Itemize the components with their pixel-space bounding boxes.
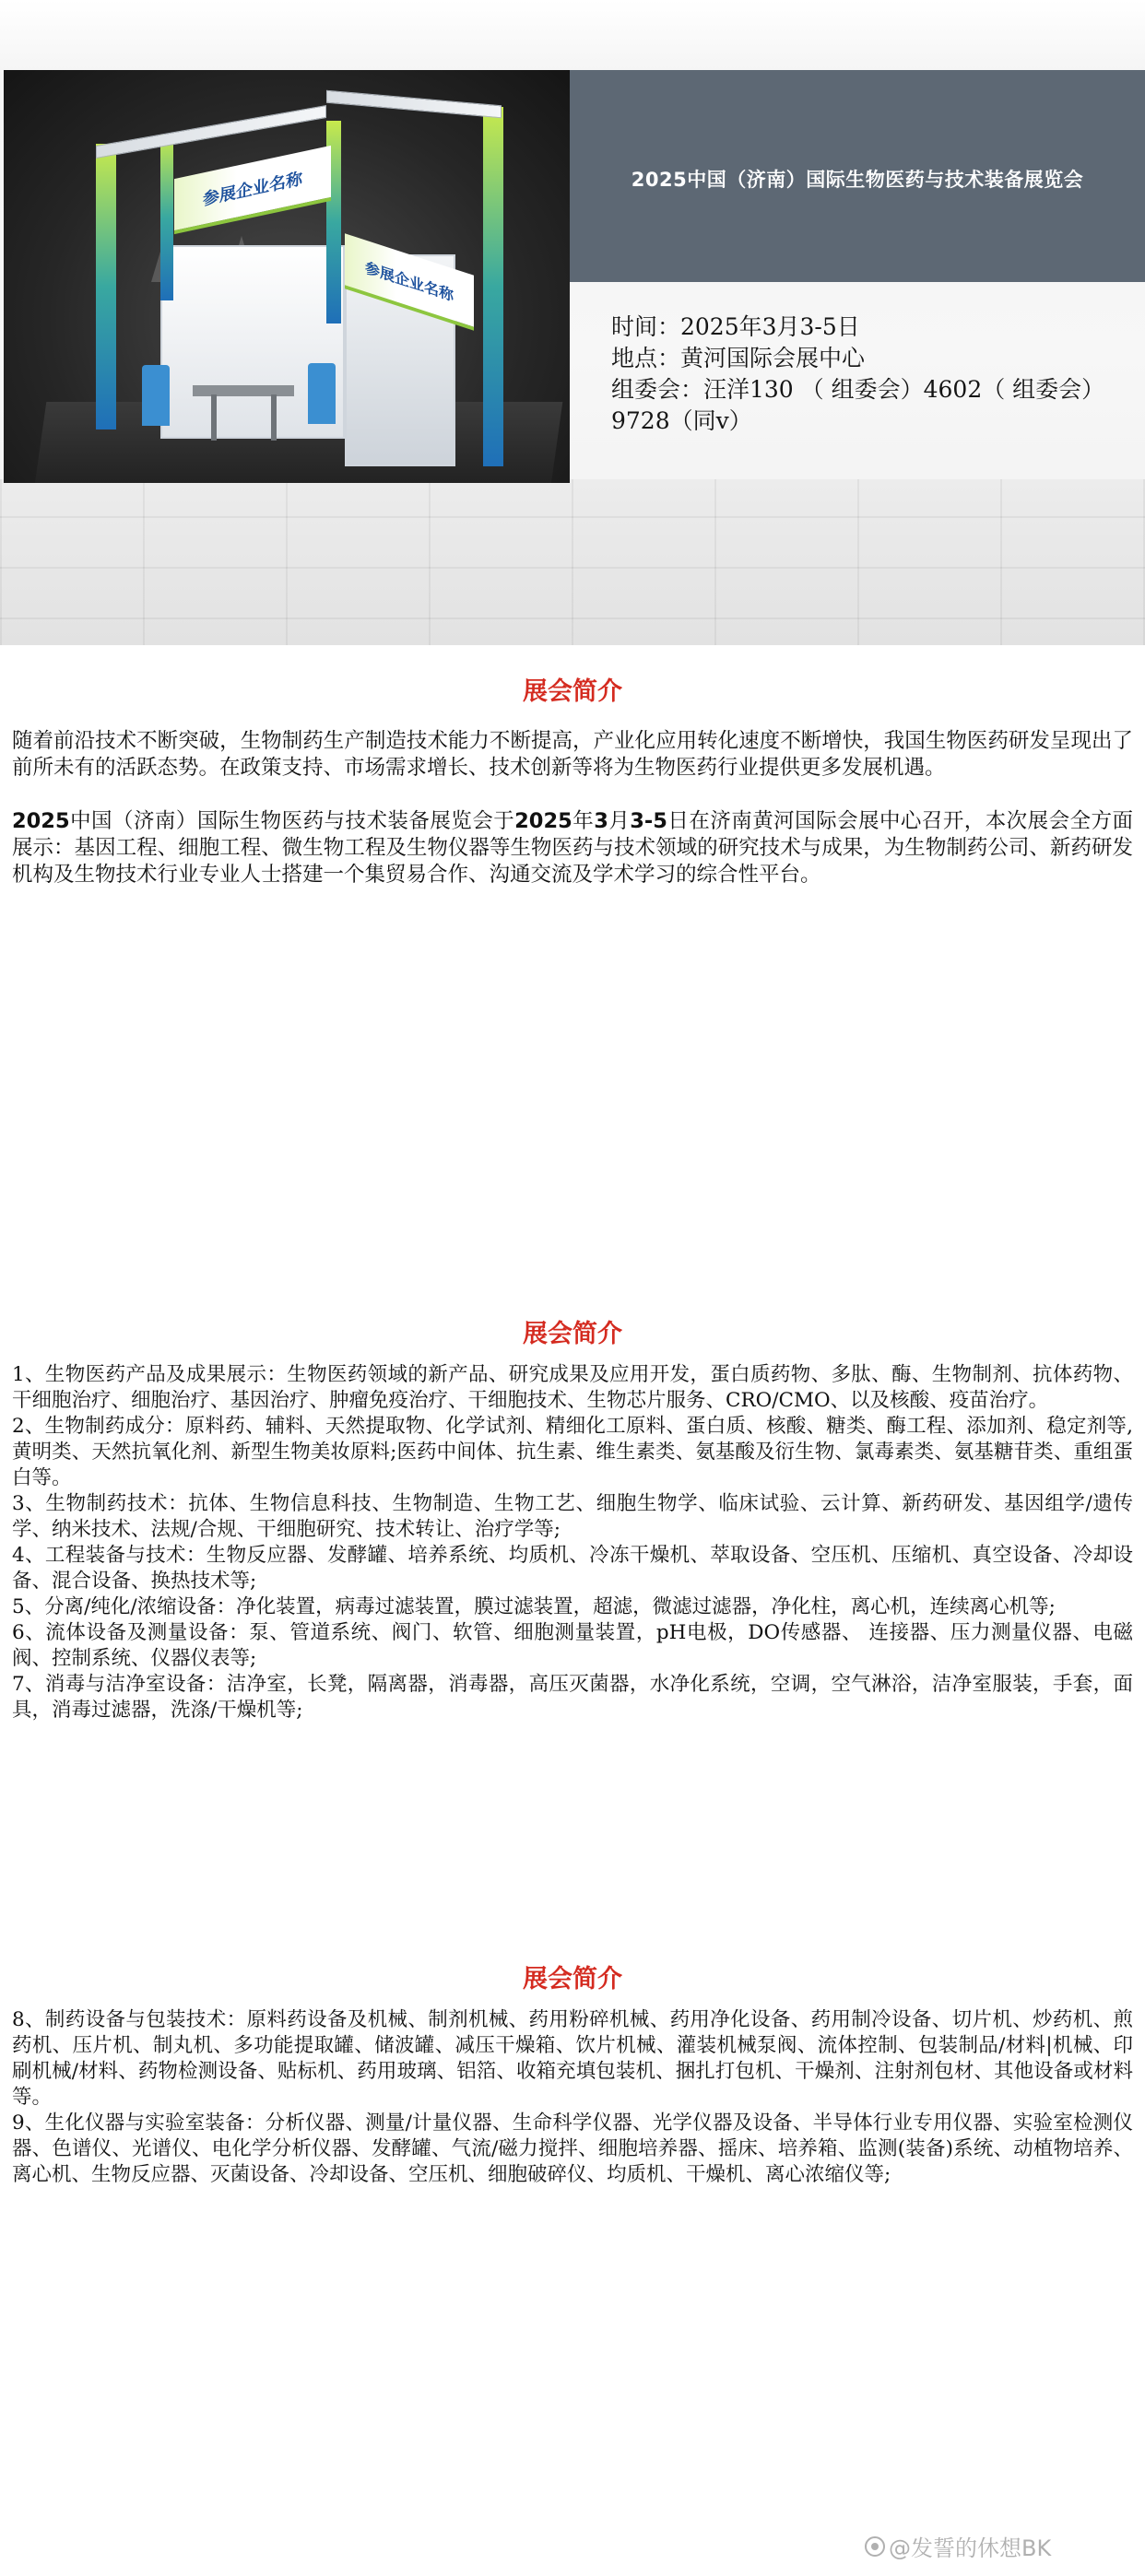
event-committee: 组委会：汪洋130 （ 组委会）4602（ 组委会）9728（同v） [611,376,1105,434]
list-item: 5、分离/纯化/浓缩设备：净化装置，病毒过滤装置，膜过滤装置，超滤，微滤过滤器，净化柱，离心机，连续离心机等; [12,1595,1056,1618]
exhibit-scope-list-1 [12,1362,1133,1723]
list-item: 2、生物制药成分：原料药、辅料、天然提取物、化学试剂、精细化工原料、蛋白质、核酸、糖类、酶工程、添加剂、稳定剂等,黄明类、天然抗氧化剂、新型生物美妆原料;医药中间体、抗生素、维生素类、氨基酸及衍生物、氯毒素类、氨基糖苷类、重组蛋白等。 [12,1415,1133,1489]
list-item: 8、制药设备与包装技术：原料药设备及机械、制剂机械、药用粉碎机械、药用净化设备、药用制冷设备、切片机、炒药机、煎药机、压片机、制丸机、多功能提取罐、储波罐、减压干燥箱、饮片机械、灌装机械泵阀、流体控制、包装制品/材料|机械、印刷机械/材料、药物检测设备、贴标机、药用玻璃、铝箔、收箱充填包装机、捆扎打包机、干燥剂、注射剂包材、其他设备或材料等。 [12,2008,1133,2109]
event-place: 地点：黄河国际会展中心 [611,345,866,371]
intro-paragraph-2: 2025中国（济南）国际生物医药与技术装备展览会于2025年3月3-5日在济南黄河国际会展中心召开，本次展会全方面展示：基因工程、细胞工程、微生物工程及生物仪器等生物医药与技术领域的研究技术与成果，为生物制药公司、新药研发机构及生物技术行业专业人士搭建一个集贸易合作、沟通交流及学术学习的综合性平台。 [12,809,1133,887]
event-time: 时间：2025年3月3-5日 [611,313,860,340]
list-item: 6、流体设备及测量设备：泵、管道系统、阀门、软管、细胞测量装置，pH电极，DO传感器、 连接器、压力测量仪器、电磁阀、控制系统、仪器仪表等; [12,1621,1133,1670]
section-heading-1: 展会简介 [523,677,622,706]
title-panel [570,70,1145,282]
wood-floor [0,479,1145,645]
section-heading-2: 展会简介 [523,1320,622,1348]
booth-sign-front: 参展企业名称 [174,146,331,234]
watermark-logo-icon [865,2536,885,2557]
list-item: 3、生物制药技术：抗体、生物信息科技、生物制造、生物工艺、细胞生物学、临床试验、云计算、新药研发、基因组学/遗传学、纳米技术、法规/合规、干细胞研究、技术转让、治疗学等; [12,1492,1133,1541]
watermark: @发誓的休想BK [865,2530,1051,2562]
list-item: 9、生化仪器与实验室装备：分析仪器、测量/计量仪器、生命科学仪器、光学仪器及设备、半导体行业专用仪器、实验室检测仪器、色谱仪、光谱仪、电化学分析仪器、发酵罐、气流/磁力搅拌、细胞培养器、摇床、培养箱、监测(装备)系统、动植物培养、离心机、生物反应器、灭菌设备、冷却设备、空压机、细胞破碎仪、均质机、干燥机、离心浓缩仪等; [12,2111,1133,2186]
booth-sign-side: 参展企业名称 [345,233,474,330]
section-heading-3: 展会简介 [523,1965,622,1994]
exhibit-scope-list-2 [12,2007,1133,2188]
event-info [611,312,1127,437]
exhibition-title: 2025中国（济南）国际生物医药与技术装备展览会 [631,169,1084,191]
list-item: 7、消毒与洁净室设备：洁净室，长凳，隔离器，消毒器，高压灭菌器，水净化系统，空调，空气淋浴，洁净室服装，手套，面具，消毒过滤器，洗涤/干燥机等; [12,1673,1133,1722]
hero-banner [0,0,1145,645]
list-item: 1、生物医药产品及成果展示：生物医药领域的新产品、研究成果及应用开发，蛋白质药物、多肽、酶、生物制剂、抗体药物、干细胞治疗、细胞治疗、基因治疗、肿瘤免疫治疗、干细胞技术、生物芯片服务、CRO/CMO、以及核酸、疫苗治疗。 [12,1363,1133,1412]
booth-photo [4,70,570,483]
list-item: 4、工程装备与技术：生物反应器、发酵罐、培养系统、均质机、冷冻干燥机、萃取设备、空压机、压缩机、真空设备、冷却设备、混合设备、换热技术等; [12,1544,1133,1593]
intro-paragraph-1: 随着前沿技术不断突破，生物制药生产制造技术能力不断提高，产业化应用转化速度不断增快，我国生物医药研发呈现出了前所未有的活跃态势。在政策支持、市场需求增长、技术创新等将为生物医药行业提供更多发展机遇。 [12,729,1133,780]
